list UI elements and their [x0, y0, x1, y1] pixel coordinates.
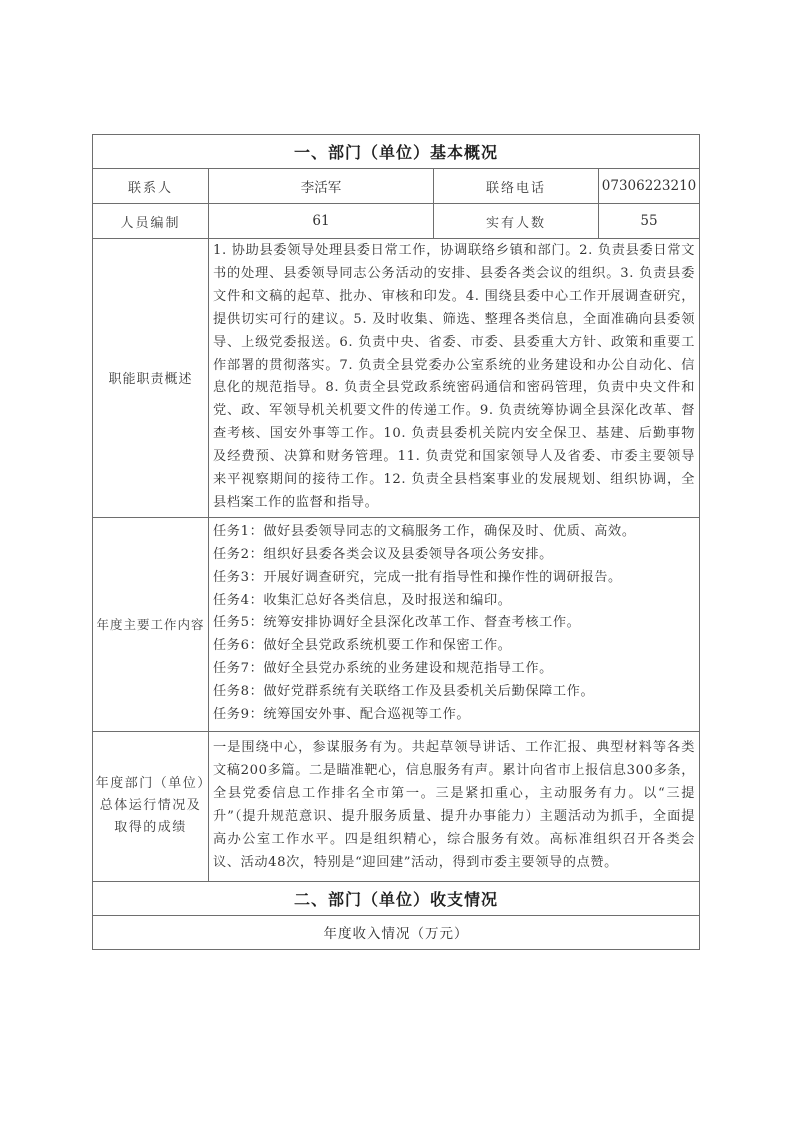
- task-item: 任务8：做好党群系统有关联络工作及县委机关后勤保障工作。: [213, 684, 595, 700]
- task-item: 任务3：开展好调查研究，完成一批有指导性和操作性的调研报告。: [213, 569, 622, 585]
- duties-label: 职能职责概述: [93, 239, 209, 518]
- tasks-row: [93, 517, 700, 731]
- section1-title: 一、部门（单位）基本概况: [93, 135, 700, 169]
- achievements-text: 一是围绕中心，参谋服务有为。共起草领导讲话、工作汇报、典型材料等各类文稿200多篇。二是瞄准靶心，信息服务有声。累计向省市上报信息300多条，全县党委信息工作排名全市第一。三是紧扣重心，主动服务有力。以“三提升”（提升规范意识、提升服务质量、提升办事能力）主题活动为抓手，全面提高办公室工作水平。四是组织精心，综合服务有效。高标准组织召开各类会议、活动48次，特别是“迎回建”活动，得到市委主要领导的点赞。: [209, 731, 700, 881]
- staff-quota-value: 61: [209, 204, 434, 239]
- task-item: 任务6：做好全县党政系统机要工作和保密工作。: [213, 638, 512, 654]
- task-item: 任务4：收集汇总好各类信息，及时报送和编印。: [213, 592, 512, 608]
- tasks-list: [209, 517, 700, 731]
- staff-row: [93, 204, 700, 239]
- department-overview-table: [92, 134, 700, 950]
- section1-header-row: [93, 135, 700, 169]
- phone-value: 07306223210: [599, 169, 700, 204]
- task-item: 任务9：统筹国安外事、配合巡视等工作。: [213, 707, 471, 723]
- section2-header-row: [93, 881, 700, 915]
- task-item: 任务1：做好县委领导同志的文稿服务工作，确保及时、优质、高效。: [213, 523, 636, 539]
- achievements-label: 年度部门（单位）总体运行情况及取得的成绩: [93, 731, 209, 881]
- actual-staff-value: 55: [599, 204, 700, 239]
- contact-row: [93, 169, 700, 204]
- section2-title: 二、部门（单位）收支情况: [93, 881, 700, 915]
- task-item: 任务7：做好全县党办系统的业务建设和规范指导工作。: [213, 661, 553, 677]
- actual-staff-label: 实有人数: [434, 204, 599, 239]
- duties-text: 1. 协助县委领导处理县委日常工作，协调联络乡镇和部门。2. 负责县委日常文书的处理、县委领导同志公务活动的安排、县委各类会议的组织。3. 负责县委文件和文稿的起草、批办、审核和印发。4. 围绕县委中心工作开展调查研究，提供切实可行的建议。5. 及时收集、筛选、整理各类信息，全面准确向县委领导、上级党委报送。6. 负责中央、省委、市委、县委重大方针、政策和重要工作部署的贯彻落实。7. 负责全县党委办公室系统的业务建设和办公自动化、信息化的规范指导。8. 负责全县党政系统密码通信和密码管理，负责中央文件和党、政、军领导机关机要文件的传递工作。9. 负责统筹协调全县深化改革、督查考核、国安外事等工作。10. 负责县委机关院内安全保卫、基建、后勤事物及经费预、决算和财务管理。11. 负责党和国家领导人及省委、市委主要领导来平视察期间的接待工作。12. 负责全县档案事业的发展规划、组织协调，全县档案工作的监督和指导。: [209, 239, 700, 518]
- achievements-row: [93, 731, 700, 881]
- contact-value: 李活军: [209, 169, 434, 204]
- task-item: 任务2：组织好县委各类会议及县委领导各项公务安排。: [213, 546, 553, 562]
- contact-label: 联系人: [93, 169, 209, 204]
- phone-label: 联络电话: [434, 169, 599, 204]
- income-label: 年度收入情况（万元）: [93, 915, 700, 949]
- duties-row: [93, 239, 700, 518]
- staff-quota-label: 人员编制: [93, 204, 209, 239]
- income-row: [93, 915, 700, 949]
- tasks-label: 年度主要工作内容: [93, 517, 209, 731]
- task-item: 任务5：统筹安排协调好全县深化改革工作、督查考核工作。: [213, 615, 581, 631]
